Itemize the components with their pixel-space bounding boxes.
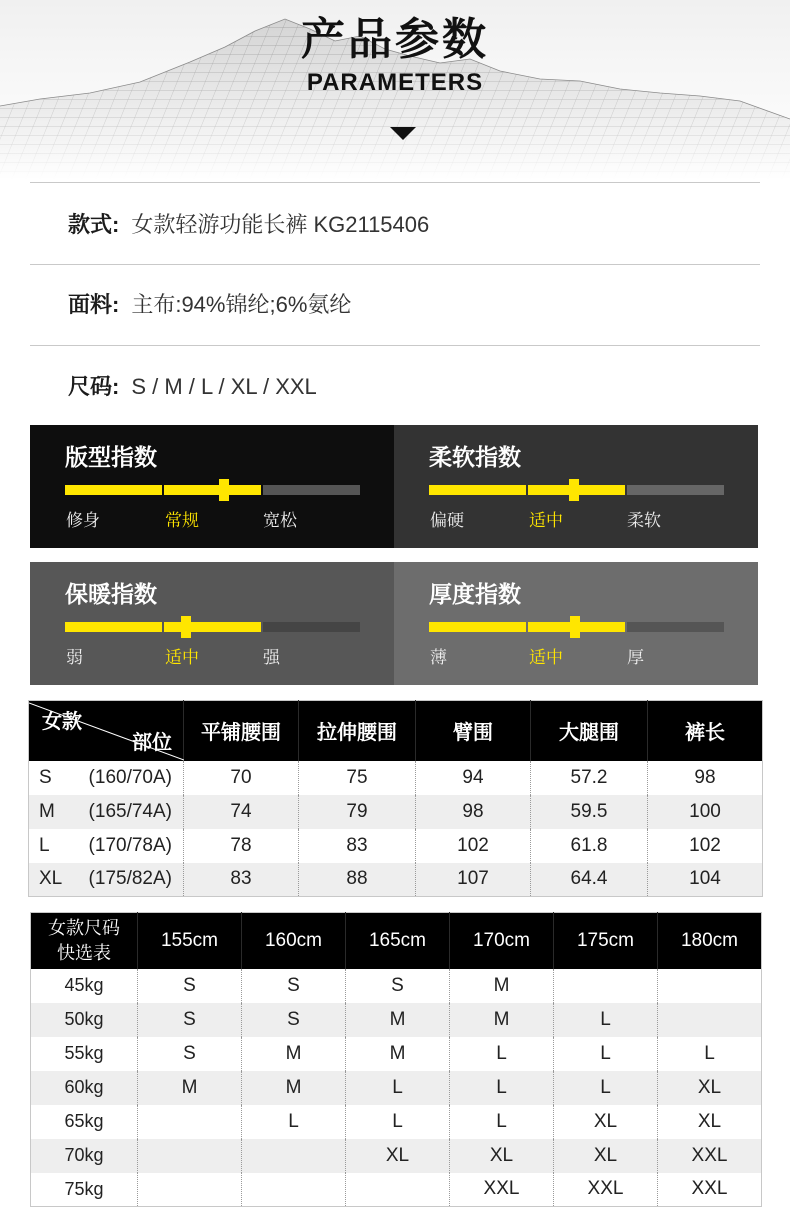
size-measurement-table — [28, 700, 763, 897]
row-header — [29, 767, 183, 789]
size-cell: XL — [658, 1071, 762, 1105]
table-row — [29, 829, 763, 863]
corner-label-top: 女款 — [42, 711, 82, 733]
bar-segment — [164, 622, 261, 632]
row-header-cell — [29, 761, 184, 795]
scale-label-low: 薄 — [430, 648, 447, 667]
bar-segment — [263, 622, 360, 632]
spec-value: 主布:94%锦纶;6%氨纶 — [131, 292, 352, 317]
size-cell: XXL — [658, 1173, 762, 1207]
column-header: 155cm — [138, 913, 242, 969]
size-cell: XXL — [658, 1139, 762, 1173]
size-label: M — [39, 800, 55, 822]
size-cell — [242, 1139, 346, 1173]
warmth-index-panel — [30, 562, 394, 685]
bar-segment — [627, 485, 724, 495]
row-header-cell — [29, 795, 184, 829]
scale-label-low: 修身 — [66, 511, 100, 530]
index-marker — [569, 479, 579, 501]
measurement-cell: 98 — [416, 795, 531, 829]
table-row — [31, 1139, 762, 1173]
bar-segment — [65, 485, 162, 495]
bar-segment — [429, 485, 526, 495]
size-cell: M — [450, 969, 554, 1003]
bar-segment — [627, 622, 724, 632]
table-row — [29, 863, 763, 897]
size-cell: M — [138, 1071, 242, 1105]
scale-label-mid: 适中 — [529, 648, 563, 667]
column-header: 175cm — [554, 913, 658, 969]
column-header: 平铺腰围 — [184, 701, 299, 761]
spec-value: S / M / L / XL / XXL — [131, 374, 317, 399]
spec-style-row — [68, 211, 429, 239]
hero-header — [0, 0, 790, 180]
measurement-cell: 59.5 — [531, 795, 648, 829]
size-cell: M — [242, 1071, 346, 1105]
measurement-cell: 78 — [184, 829, 299, 863]
table-row — [31, 1037, 762, 1071]
size-cell: L — [554, 1071, 658, 1105]
table-row — [29, 795, 763, 829]
table-row — [31, 1105, 762, 1139]
thickness-index-panel — [394, 562, 758, 685]
weight-cell: 60kg — [31, 1071, 138, 1105]
column-header: 大腿围 — [531, 701, 648, 761]
weight-cell: 65kg — [64, 1111, 104, 1131]
index-bar — [429, 622, 724, 632]
size-cell: L — [242, 1105, 346, 1139]
size-cell: S — [138, 1037, 242, 1071]
column-header: 170cm — [450, 913, 554, 969]
column-header: 臂围 — [416, 701, 531, 761]
divider — [30, 345, 760, 346]
weight-cell: 50kg — [31, 1003, 138, 1037]
bar-segment — [263, 485, 360, 495]
bar-segment — [429, 622, 526, 632]
size-cell — [138, 1139, 242, 1173]
size-label: XL — [39, 868, 63, 890]
spec-value: 女款轻游功能长裤 KG2115406 — [131, 212, 430, 237]
table-row — [31, 1173, 762, 1207]
spec-label: 款式: — [68, 212, 120, 237]
scale-label-low: 弱 — [66, 648, 83, 667]
weight-cell: 70kg — [31, 1139, 138, 1173]
size-cell — [554, 969, 658, 1003]
panel-title: 柔软指数 — [429, 444, 521, 470]
weight-cell: 55kg — [64, 1043, 104, 1063]
column-header: 160cm — [242, 913, 346, 969]
measurement-cell: 88 — [299, 863, 416, 897]
scale-label-high: 柔软 — [627, 511, 661, 530]
size-cell: XL — [450, 1139, 554, 1173]
measurement-cell: 70 — [184, 761, 299, 795]
size-cell: XXL — [554, 1173, 658, 1207]
measurement-cell: 83 — [184, 863, 299, 897]
scale-label-mid: 适中 — [165, 648, 199, 667]
scale-label-mid: 适中 — [529, 511, 563, 530]
row-header — [29, 835, 183, 857]
page-subtitle: PARAMETERS — [306, 69, 484, 96]
spec-fabric-row — [68, 291, 351, 319]
table-corner-cell — [29, 701, 184, 761]
measurement-cell: 102 — [648, 829, 763, 863]
size-cell: S — [242, 969, 346, 1003]
measurement-cell: 83 — [299, 829, 416, 863]
row-header — [29, 801, 183, 823]
scale-label-high: 强 — [263, 648, 280, 667]
scale-label-high: 宽松 — [263, 511, 297, 530]
spec-label: 尺码: — [68, 374, 120, 399]
row-header-cell — [29, 863, 184, 897]
bar-segment — [164, 485, 261, 495]
size-cell: XXL — [450, 1173, 554, 1207]
measurement-cell: 98 — [648, 761, 763, 795]
table-header-row — [31, 913, 762, 969]
corner-label-line1: 女款尺码 — [48, 917, 120, 938]
size-cell — [138, 1173, 242, 1207]
size-cell: L — [450, 1105, 554, 1139]
size-cell — [658, 969, 762, 1003]
measurement-cell: 79 — [299, 795, 416, 829]
table-corner-cell — [31, 913, 138, 969]
size-spec: (165/74A) — [88, 800, 172, 822]
table-row — [31, 1071, 762, 1105]
size-cell: S — [346, 969, 450, 1003]
size-cell: L — [450, 1071, 554, 1105]
spec-label: 面料: — [68, 292, 120, 317]
index-marker — [219, 479, 229, 501]
measurement-cell: 100 — [648, 795, 763, 829]
size-cell: S — [138, 969, 242, 1003]
corner-label-line2: 快选表 — [57, 942, 111, 963]
index-marker — [181, 616, 191, 638]
quick-size-table — [30, 912, 762, 1207]
size-cell: S — [242, 1003, 346, 1037]
size-label: L — [39, 834, 50, 856]
size-cell: L — [554, 1003, 658, 1037]
index-bar — [65, 485, 360, 495]
column-header: 裤长 — [648, 701, 763, 761]
size-cell: M — [346, 1003, 450, 1037]
quick-table-body — [31, 969, 762, 1207]
size-cell: XL — [346, 1139, 450, 1173]
spec-size-row — [68, 373, 317, 401]
down-triangle-icon — [390, 127, 416, 140]
size-cell: M — [346, 1037, 450, 1071]
row-header-cell — [29, 829, 184, 863]
measurement-cell: 75 — [299, 761, 416, 795]
size-cell — [138, 1105, 242, 1139]
size-spec: (170/78A) — [88, 834, 172, 856]
size-cell — [242, 1173, 346, 1207]
panel-title: 保暖指数 — [65, 581, 157, 607]
scale-label-high: 厚 — [627, 648, 644, 667]
size-spec: (175/82A) — [88, 868, 172, 890]
size-cell — [346, 1173, 450, 1207]
bar-segment — [65, 622, 162, 632]
size-cell: M — [242, 1037, 346, 1071]
table-header-row — [29, 701, 763, 761]
weight-cell: 75kg — [64, 1178, 104, 1199]
size-spec: (160/70A) — [88, 766, 172, 788]
column-header: 180cm — [658, 913, 762, 969]
measurement-cell: 104 — [648, 863, 763, 897]
size-cell: L — [554, 1037, 658, 1071]
panel-title: 版型指数 — [65, 444, 157, 470]
fit-index-panel — [30, 425, 394, 548]
size-cell: XL — [658, 1105, 762, 1139]
softness-index-panel — [394, 425, 758, 548]
column-header: 165cm — [346, 913, 450, 969]
scale-label-low: 偏硬 — [430, 511, 464, 530]
size-cell: S — [138, 1003, 242, 1037]
size-cell: L — [346, 1071, 450, 1105]
column-header: 拉伸腰围 — [299, 701, 416, 761]
index-marker — [570, 616, 580, 638]
scale-label-mid: 常规 — [165, 511, 199, 530]
index-bar — [65, 622, 360, 632]
divider — [30, 264, 760, 265]
measurement-cell: 94 — [416, 761, 531, 795]
index-bar — [429, 485, 724, 495]
weight-cell: 45kg — [64, 975, 104, 995]
measurement-cell: 102 — [416, 829, 531, 863]
size-cell: L — [450, 1037, 554, 1071]
size-label: S — [39, 766, 52, 788]
measurement-cell: 64.4 — [531, 863, 648, 897]
divider — [30, 182, 760, 183]
panel-title: 厚度指数 — [429, 581, 521, 607]
size-cell: XL — [554, 1139, 658, 1173]
size-cell: M — [450, 1003, 554, 1037]
corner-label-bottom: 部位 — [132, 731, 172, 754]
size-cell: XL — [554, 1105, 658, 1139]
size-table-body — [29, 761, 763, 897]
size-cell — [658, 1003, 762, 1037]
size-cell: L — [658, 1037, 762, 1071]
measurement-cell: 107 — [416, 863, 531, 897]
measurement-cell: 57.2 — [531, 761, 648, 795]
measurement-cell: 74 — [184, 795, 299, 829]
size-cell: L — [346, 1105, 450, 1139]
page-title: 产品参数 — [301, 15, 489, 64]
table-row — [31, 969, 762, 1003]
measurement-cell: 61.8 — [531, 829, 648, 863]
table-row — [29, 761, 763, 795]
row-header — [29, 868, 183, 890]
table-row — [31, 1003, 762, 1037]
